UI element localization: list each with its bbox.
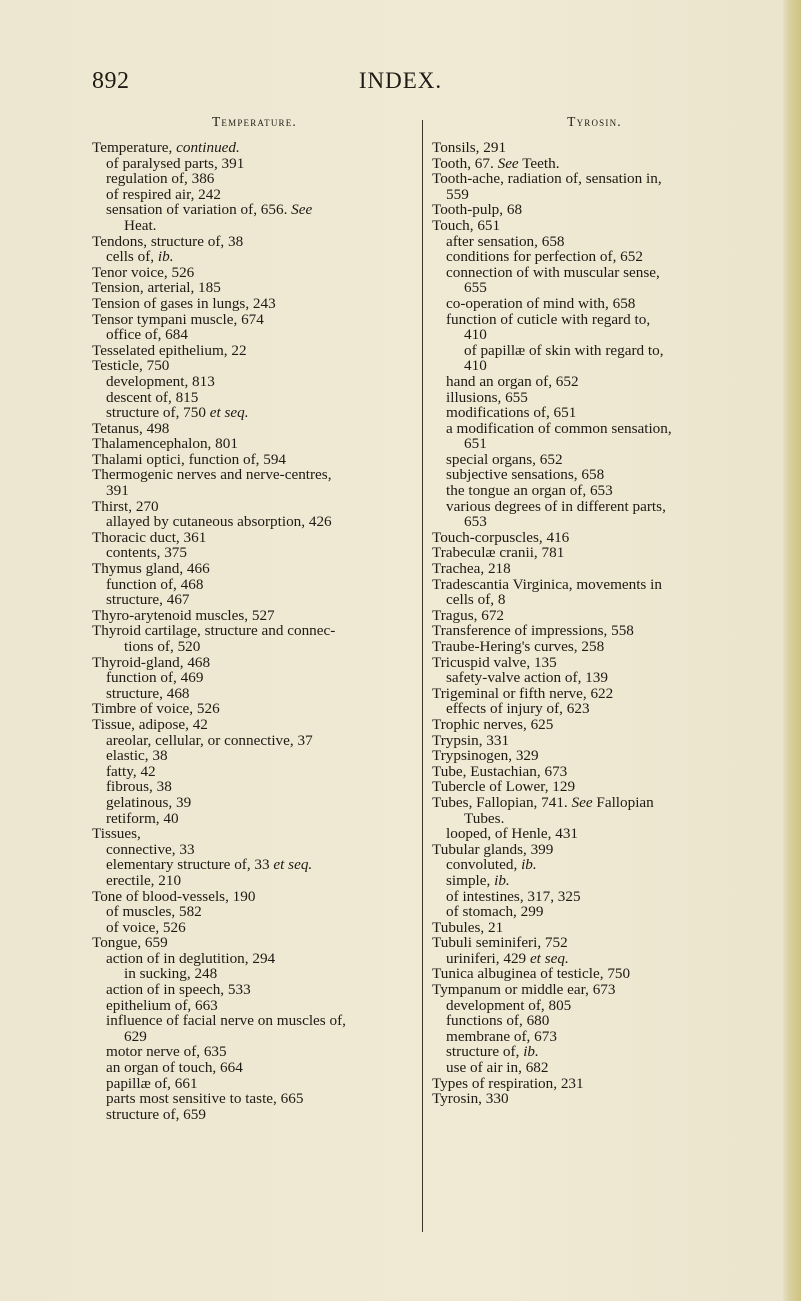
index-entry: the tongue an organ of, 653	[446, 482, 613, 500]
index-entry: subjective sensations, 658	[446, 466, 605, 484]
page-edge	[783, 0, 801, 1301]
index-entry: structure, 468	[106, 684, 190, 702]
index-entry: of respired air, 242	[106, 185, 221, 203]
index-entry: co-operation of mind with, 658	[446, 294, 636, 312]
index-entry: Tooth-ache, radiation of, sensation in,	[432, 170, 662, 188]
index-entry: sensation of variation of, 656. See	[106, 201, 313, 219]
index-entry: cells of, 8	[446, 591, 506, 609]
index-entry: 391	[106, 482, 129, 500]
index-entry: simple, ib.	[446, 871, 510, 889]
index-entry: parts most sensitive to taste, 665	[106, 1090, 304, 1108]
index-entry: papillæ of, 661	[106, 1074, 198, 1092]
index-entry: Trachea, 218	[432, 560, 511, 578]
index-entry: of papillæ of skin with regard to,	[464, 341, 664, 359]
index-entries-left	[92, 140, 417, 1122]
index-entry: Tubuli seminiferi, 752	[432, 934, 568, 952]
index-entry: connective, 33	[106, 840, 195, 858]
index-entry: modifications of, 651	[446, 404, 577, 422]
index-entry: Tradescantia Virginica, movements in	[432, 575, 662, 593]
index-entry: Tendons, structure of, 38	[92, 232, 244, 250]
index-entry: Tenor voice, 526	[92, 263, 195, 281]
index-entry: action of in deglutition, 294	[106, 949, 276, 967]
index-entry: Testicle, 750	[92, 357, 170, 375]
index-entry: use of air in, 682	[446, 1059, 549, 1077]
index-entry: Tyrosin, 330	[432, 1090, 509, 1108]
index-entry: Thirst, 270	[92, 497, 159, 515]
index-entry: allayed by cutaneous absorption, 426	[106, 513, 332, 531]
index-entry: erectile, 210	[106, 871, 182, 889]
index-entry: Thoracic duct, 361	[92, 528, 207, 546]
index-entry: connection of with muscular sense,	[446, 263, 660, 281]
index-entry: Tubular glands, 399	[432, 840, 554, 858]
index-entry: elementary structure of, 33 et seq.	[106, 856, 313, 874]
index-entry: Thalamencephalon, 801	[92, 435, 238, 453]
index-entry: of stomach, 299	[446, 903, 544, 921]
index-entry: influence of facial nerve on muscles of,	[106, 1012, 346, 1030]
index-entry: development of, 805	[446, 996, 572, 1014]
index-entry: conditions for perfection of, 652	[446, 248, 643, 266]
index-entry: Tubes.	[464, 809, 505, 827]
index-entry: Tooth-pulp, 68	[432, 201, 523, 219]
index-entry: Types of respiration, 231	[432, 1074, 584, 1092]
index-entry: Tension of gases in lungs, 243	[92, 294, 276, 312]
index-entry: Traube-Hering's curves, 258	[432, 638, 605, 655]
index-entry: Tricuspid valve, 135	[432, 653, 557, 671]
index-entry: Tubercle of Lower, 129	[432, 778, 576, 796]
index-entry: structure of, 659	[106, 1105, 206, 1123]
index-entry: Touch-corpuscles, 416	[432, 528, 570, 546]
index-entry: function of, 469	[106, 669, 204, 687]
index-entry: Thymus gland, 466	[92, 560, 210, 578]
index-entry: Transference of impressions, 558	[432, 622, 634, 640]
index-column-left	[92, 114, 417, 1122]
index-entry: of paralysed parts, 391	[106, 154, 245, 172]
index-entry: contents, 375	[106, 544, 187, 562]
index-entry: Tension, arterial, 185	[92, 279, 221, 297]
index-entry: Tissue, adipose, 42	[92, 715, 208, 733]
index-entry: uriniferi, 429 et seq.	[446, 949, 569, 967]
index-entry: functions of, 680	[446, 1012, 550, 1030]
index-entry: elastic, 38	[106, 747, 168, 765]
index-entry: tions of, 520	[124, 638, 201, 655]
index-entry: fatty, 42	[106, 762, 156, 780]
index-entry: office of, 684	[106, 326, 188, 344]
index-entry: Tissues,	[92, 825, 141, 843]
index-entry: 651	[464, 435, 487, 453]
index-entry: 629	[124, 1027, 147, 1045]
index-entry: Tetanus, 498	[92, 419, 170, 437]
index-entry: after sensation, 658	[446, 232, 565, 250]
index-entry: Trigeminal or fifth nerve, 622	[432, 684, 614, 702]
index-entry: action of in speech, 533	[106, 981, 251, 999]
index-entry: Thalami optici, function of, 594	[92, 450, 287, 468]
index-entry: Thyroid-gland, 468	[92, 653, 211, 671]
page-title: INDEX.	[358, 68, 443, 93]
page-header	[0, 68, 801, 98]
index-entry: in sucking, 248	[124, 965, 218, 983]
index-entry: Touch, 651	[432, 216, 501, 234]
index-entry: Heat.	[124, 216, 157, 234]
index-entry: function of cuticle with regard to,	[446, 310, 651, 328]
column-divider	[422, 120, 423, 1232]
index-entry: function of, 468	[106, 575, 204, 593]
index-entry: various degrees of in different parts,	[446, 497, 666, 515]
index-entry: epithelium of, 663	[106, 996, 218, 1014]
column-heading-left: Temperature.	[211, 114, 298, 129]
index-entry: safety-valve action of, 139	[446, 669, 608, 687]
index-entry: looped, of Henle, 431	[446, 825, 579, 843]
index-entry: structure, 467	[106, 591, 190, 609]
index-entry: Thyro-arytenoid muscles, 527	[92, 606, 275, 624]
index-entry: descent of, 815	[106, 388, 199, 406]
index-entry: Tube, Eustachian, 673	[432, 762, 568, 780]
index-entry: a modification of common sensation,	[446, 419, 672, 437]
index-entry: Tesselated epithelium, 22	[92, 341, 247, 359]
index-entry: Trypsin, 331	[432, 731, 510, 749]
index-entry: fibrous, 38	[106, 778, 172, 796]
index-entry: special organs, 652	[446, 450, 563, 468]
index-entry: Thyroid cartilage, structure and connec-	[92, 622, 336, 640]
index-entry: Tooth, 67. See Teeth.	[432, 154, 560, 172]
index-entry: Tympanum or middle ear, 673	[432, 981, 616, 999]
index-entry: membrane of, 673	[446, 1027, 557, 1045]
index-entry: areolar, cellular, or connective, 37	[106, 731, 313, 749]
index-entry: an organ of touch, 664	[106, 1059, 243, 1077]
page-number: 892	[92, 68, 130, 94]
index-entry: retiform, 40	[106, 809, 179, 827]
index-entry: Tragus, 672	[432, 606, 505, 624]
index-entry: Timbre of voice, 526	[92, 700, 220, 718]
index-entry: Trypsinogen, 329	[432, 747, 539, 765]
index-entry: 410	[464, 326, 487, 344]
index-entry: hand an organ of, 652	[446, 372, 579, 390]
index-entry: effects of injury of, 623	[446, 700, 590, 718]
index-entry: 653	[464, 513, 487, 531]
index-entry: cells of, ib.	[106, 248, 174, 266]
index-column-right	[432, 114, 757, 1107]
index-entry: Trabeculæ cranii, 781	[432, 544, 565, 562]
index-entry: Temperature, continued.	[92, 139, 240, 156]
index-entry: convoluted, ib.	[446, 856, 537, 874]
index-entry: Tubules, 21	[432, 918, 504, 936]
index-entry: Tongue, 659	[92, 934, 168, 952]
index-entry: Trophic nerves, 625	[432, 715, 554, 733]
index-entry: 410	[464, 357, 487, 375]
index-entry: of muscles, 582	[106, 903, 202, 921]
index-entry: Tonsils, 291	[432, 139, 507, 156]
index-entry: development, 813	[106, 372, 215, 390]
index-entry: of voice, 526	[106, 918, 186, 936]
index-entry: Tensor tympani muscle, 674	[92, 310, 264, 328]
index-entry: regulation of, 386	[106, 170, 215, 188]
index-entries-right	[432, 140, 757, 1107]
index-entry: 559	[446, 185, 469, 203]
index-entry: Tubes, Fallopian, 741. See Fallopian	[432, 793, 654, 811]
column-heading-right: Tyrosin.	[567, 114, 622, 129]
index-entry: Thermogenic nerves and nerve-centres,	[92, 466, 332, 484]
index-entry: Tone of blood-vessels, 190	[92, 887, 256, 905]
index-entry: motor nerve of, 635	[106, 1043, 227, 1061]
index-entry: illusions, 655	[446, 388, 528, 406]
index-entry: of intestines, 317, 325	[446, 887, 581, 905]
index-entry: structure of, ib.	[446, 1043, 539, 1061]
index-entry: gelatinous, 39	[106, 793, 192, 811]
index-entry: 655	[464, 279, 487, 297]
index-entry: structure of, 750 et seq.	[106, 404, 249, 422]
index-entry: Tunica albuginea of testicle, 750	[432, 965, 631, 983]
